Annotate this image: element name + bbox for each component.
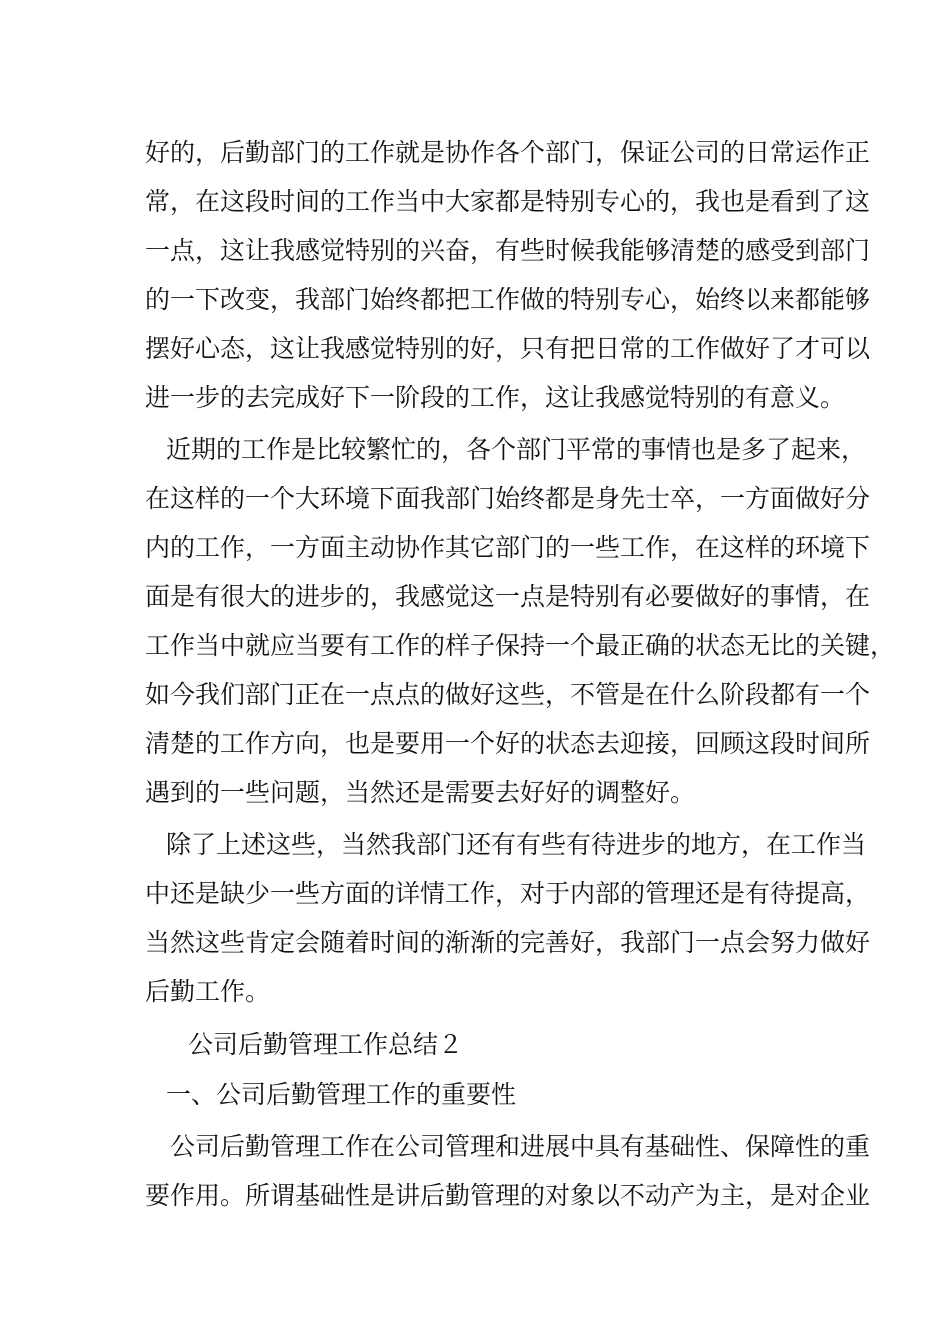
body-text-line: 中还是缺少一些方面的详情工作，对于内部的管理还是有待提高，	[145, 879, 871, 908]
body-text-line: 常，在这段时间的工作当中大家都是特别专心的，我也是看到了这	[145, 187, 871, 216]
body-text-line: 清楚的工作方向，也是要用一个好的状态去迎接，回顾这段时间所	[145, 729, 871, 758]
section-heading: 一、公司后勤管理工作的重要性	[166, 1080, 517, 1109]
body-text-line: 当然这些肯定会随着时间的渐渐的完善好，我部门一点会努力做好	[145, 928, 871, 957]
body-text-line: 内的工作，一方面主动协作其它部门的一些工作，在这样的环境下	[145, 533, 871, 562]
body-text-line: 面是有很大的进步的，我感觉这一点是特别有必要做好的事情，在	[145, 582, 871, 611]
paragraph-first-line: 近期的工作是比较繁忙的，各个部门平常的事情也是多了起来，	[166, 435, 867, 464]
body-text-line: 后勤工作。	[145, 977, 271, 1006]
body-text-line: 要作用。所谓基础性是讲后勤管理的对象以不动产为主，是对企业	[145, 1181, 871, 1210]
section-title: 公司后勤管理工作总结２	[188, 1030, 464, 1059]
body-text-line: 在这样的一个大环境下面我部门始终都是身先士卒，一方面做好分	[145, 484, 871, 513]
body-text-line: 一点，这让我感觉特别的兴奋，有些时候我能够清楚的感受到部门	[145, 236, 871, 265]
paragraph-first-line: 除了上述这些，当然我部门还有有些有待进步的地方，在工作当	[166, 830, 867, 859]
body-text-line: 如今我们部门正在一点点的做好这些，不管是在什么阶段都有一个	[145, 680, 871, 709]
body-text-line: 进一步的去完成好下一阶段的工作，这让我感觉特别的有意义。	[145, 383, 846, 412]
body-text-line: 好的，后勤部门的工作就是协作各个部门，保证公司的日常运作正	[145, 138, 871, 167]
body-text-line: 的一下改变，我部门始终都把工作做的特别专心，始终以来都能够	[145, 285, 871, 314]
body-text-line: 摆好心态，这让我感觉特别的好，只有把日常的工作做好了才可以	[145, 334, 871, 363]
body-text-line: 遇到的一些问题，当然还是需要去好好的调整好。	[145, 778, 696, 807]
paragraph-first-line: 公司后勤管理工作在公司管理和进展中具有基础性、保障性的重	[170, 1132, 871, 1161]
body-text-line: 工作当中就应当要有工作的样子保持一个最正确的状态无比的关键，	[145, 631, 896, 660]
